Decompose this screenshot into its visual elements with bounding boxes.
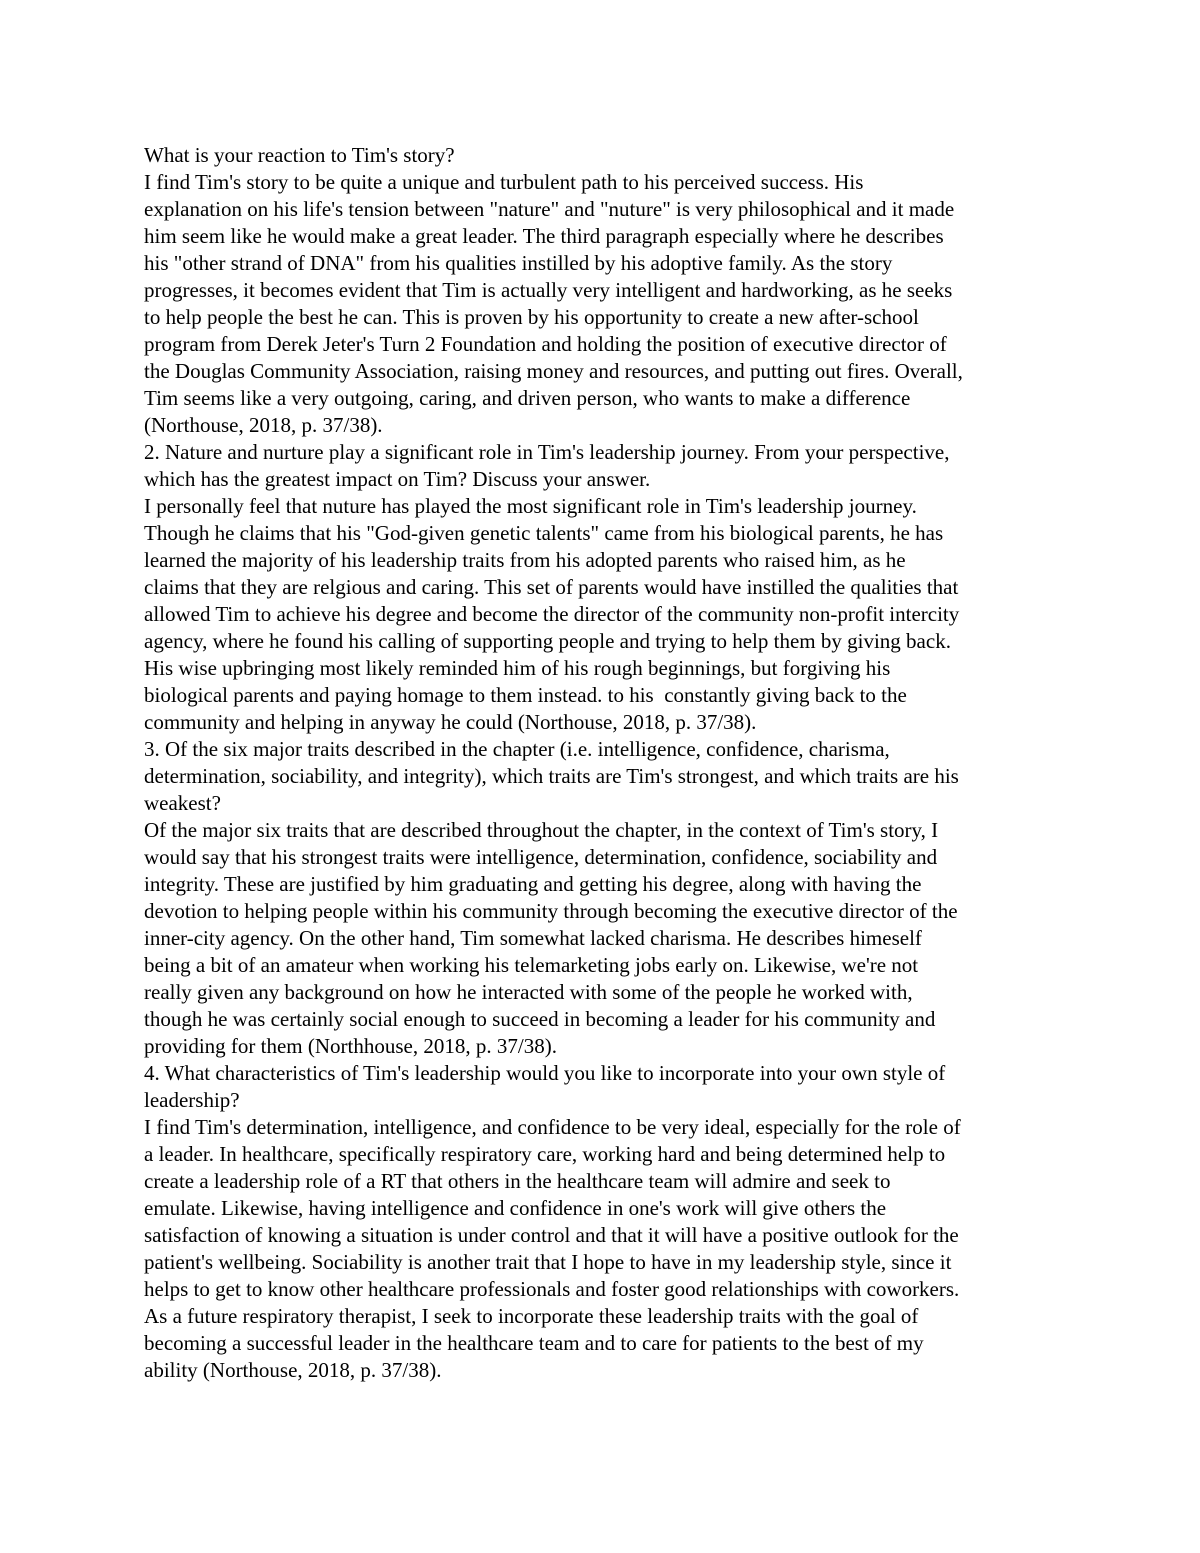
text-line: emulate. Likewise, having intelligence and confidence in one's work will give others the: [144, 1196, 887, 1220]
text-line: agency, where he found his calling of supporting people and trying to help them by giving back.: [144, 629, 951, 653]
text-line: integrity. These are justified by him graduating and getting his degree, along with having the: [144, 872, 922, 896]
text-line: his "other strand of DNA" from his qualities instilled by his adoptive family. As the story: [144, 251, 893, 275]
text-line: him seem like he would make a great leader. The third paragraph especially where he describes: [144, 224, 944, 248]
text-line: though he was certainly social enough to succeed in becoming a leader for his community and: [144, 1007, 936, 1031]
text-line: a leader. In healthcare, specifically respiratory care, working hard and being determined help to: [144, 1142, 946, 1166]
text-line: which has the greatest impact on Tim? Discuss your answer.: [144, 467, 651, 491]
text-line: claims that they are relgious and caring. This set of parents would have instilled the qualities that: [144, 575, 959, 599]
text-line: to help people the best he can. This is proven by his opportunity to create a new after-school: [144, 305, 919, 329]
text-line: progresses, it becomes evident that Tim is actually very intelligent and hardworking, as he seeks: [144, 278, 953, 302]
text-line: leadership?: [144, 1088, 240, 1112]
text-line: As a future respiratory therapist, I seek to incorporate these leadership traits with the goal of: [144, 1304, 919, 1328]
text-line: Though he claims that his "God-given genetic talents" came from his biological parents, he has: [144, 521, 944, 545]
text-line: I personally feel that nuture has played the most significant role in Tim's leadership journey.: [144, 494, 917, 518]
text-line: community and helping in anyway he could (Northouse, 2018, p. 37/38).: [144, 710, 757, 734]
text-line: inner-city agency. On the other hand, Tim somewhat lacked charisma. He describes himeself: [144, 926, 922, 950]
text-line: satisfaction of knowing a situation is under control and that it will have a positive outlook for the: [144, 1223, 959, 1247]
text-line: Tim seems like a very outgoing, caring, and driven person, who wants to make a difference: [144, 386, 911, 410]
text-line: would say that his strongest traits were intelligence, determination, confidence, sociability and: [144, 845, 938, 869]
text-line: learned the majority of his leadership traits from his adopted parents who raised him, as he: [144, 548, 906, 572]
text-line: devotion to helping people within his community through becoming the executive director of the: [144, 899, 958, 923]
text-line: program from Derek Jeter's Turn 2 Foundation and holding the position of executive director of: [144, 332, 947, 356]
text-line: Of the major six traits that are described throughout the chapter, in the context of Tim's story, I: [144, 818, 939, 842]
text-line: I find Tim's determination, intelligence, and confidence to be very ideal, especially for the role of: [144, 1115, 961, 1139]
text-line: becoming a successful leader in the healthcare team and to care for patients to the best of my: [144, 1331, 924, 1355]
document-body-text: [144, 142, 1116, 1384]
text-line: being a bit of an amateur when working his telemarketing jobs early on. Likewise, we're not: [144, 953, 919, 977]
text-line: explanation on his life's tension between "nature" and "nuture" is very philosophical and it made: [144, 197, 955, 221]
text-line: biological parents and paying homage to them instead. to his constantly giving back to the: [144, 683, 907, 707]
text-line: really given any background on how he interacted with some of the people he worked with,: [144, 980, 913, 1004]
text-line: patient's wellbeing. Sociability is another trait that I hope to have in my leadership style, since it: [144, 1250, 952, 1274]
text-line: providing for them (Northhouse, 2018, p. 37/38).: [144, 1034, 557, 1058]
text-line: His wise upbringing most likely reminded him of his rough beginnings, but forgiving his: [144, 656, 891, 680]
text-line: 3. Of the six major traits described in the chapter (i.e. intelligence, confidence, charisma,: [144, 737, 890, 761]
text-line: allowed Tim to achieve his degree and become the director of the community non-profit intercity: [144, 602, 960, 626]
text-line: weakest?: [144, 791, 221, 815]
text-line: ability (Northouse, 2018, p. 37/38).: [144, 1358, 442, 1382]
text-line: helps to get to know other healthcare professionals and foster good relationships with coworkers.: [144, 1277, 960, 1301]
text-line: create a leadership role of a RT that others in the healthcare team will admire and seek to: [144, 1169, 891, 1193]
text-line: (Northouse, 2018, p. 37/38).: [144, 413, 383, 437]
text-line: What is your reaction to Tim's story?: [144, 143, 455, 167]
text-line: I find Tim's story to be quite a unique and turbulent path to his perceived success. His: [144, 170, 864, 194]
text-line: determination, sociability, and integrity), which traits are Tim's strongest, and which traits are his: [144, 764, 959, 788]
text-line: the Douglas Community Association, raising money and resources, and putting out fires. Overall,: [144, 359, 963, 383]
text-line: 2. Nature and nurture play a significant role in Tim's leadership journey. From your perspective,: [144, 440, 950, 464]
text-line: 4. What characteristics of Tim's leadership would you like to incorporate into your own style of: [144, 1061, 946, 1085]
